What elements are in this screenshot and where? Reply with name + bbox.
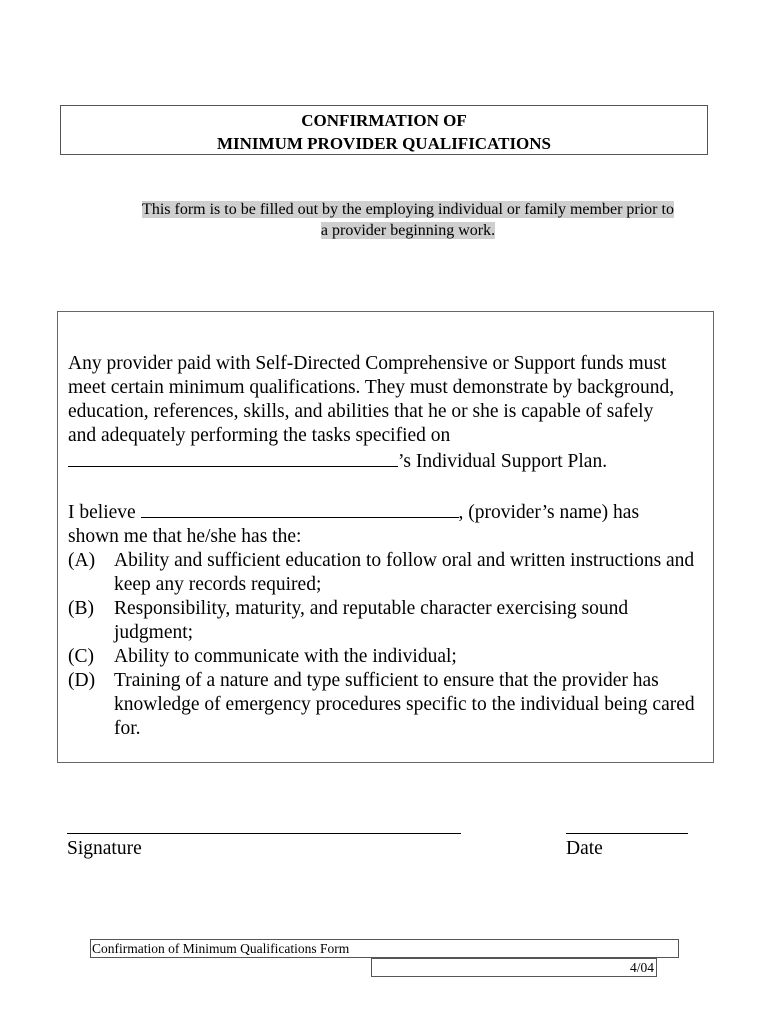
para-line: Any provider paid with Self-Directed Comprehensive or Support funds must: [68, 353, 667, 374]
para-line: meet certain minimum qualifications. They must demonstrate by background,: [68, 377, 675, 398]
intro-instructions: [108, 199, 708, 241]
provider-name-blank[interactable]: [141, 499, 459, 518]
qualification-letter: (B): [68, 598, 94, 619]
requirements-paragraph: [68, 352, 708, 474]
footer-form-name: Confirmation of Minimum Qualifications Form: [90, 939, 679, 958]
qualification-text: Ability to communicate with the individual;: [114, 646, 457, 667]
isp-line: [68, 448, 708, 474]
intro-line2: a provider beginning work.: [320, 222, 496, 239]
signature-line[interactable]: [67, 833, 461, 834]
form-title-line1: CONFIRMATION OF: [301, 111, 467, 130]
date-line[interactable]: [566, 833, 688, 834]
date-label: Date: [566, 838, 603, 859]
qualification-text: Responsibility, maturity, and reputable character exercising sound judgment;: [114, 598, 629, 643]
qualification-item-d: [68, 669, 708, 741]
intro-line1: This form is to be filled out by the employing individual or family member prior to: [142, 201, 674, 218]
form-title-line2: MINIMUM PROVIDER QUALIFICATIONS: [216, 134, 552, 153]
individual-name-blank[interactable]: [68, 448, 398, 467]
qualification-item-b: [68, 597, 708, 645]
qualification-letter: (A): [68, 550, 96, 571]
footer-revision: 4/04: [371, 958, 657, 977]
para-line: education, references, skills, and abilities that he or she is capable of safely: [68, 401, 654, 422]
qualification-item-c: [68, 645, 708, 669]
para-line: and adequately performing the tasks specified on: [68, 425, 451, 446]
believe-suffix: , (provider’s name) has: [458, 502, 640, 523]
belief-statement: [68, 499, 708, 741]
isp-suffix: ’s Individual Support Plan.: [398, 451, 608, 472]
qualification-letter: (D): [68, 670, 96, 691]
signature-label: Signature: [67, 838, 142, 859]
qualification-letter: (C): [68, 646, 94, 667]
believe-line: [68, 499, 708, 525]
shown-line: shown me that he/she has the:: [68, 526, 302, 547]
believe-prefix: I believe: [68, 502, 136, 523]
qualification-item-a: [68, 549, 708, 597]
qualification-text: Training of a nature and type sufficient to ensure that the provider has knowledge of emergency procedures specific to the individual being cared for.: [114, 670, 695, 739]
form-title-box: [60, 105, 708, 155]
qualifications-box: [57, 311, 714, 763]
qualification-text: Ability and sufficient education to follow oral and written instructions and keep any records required;: [114, 550, 695, 595]
